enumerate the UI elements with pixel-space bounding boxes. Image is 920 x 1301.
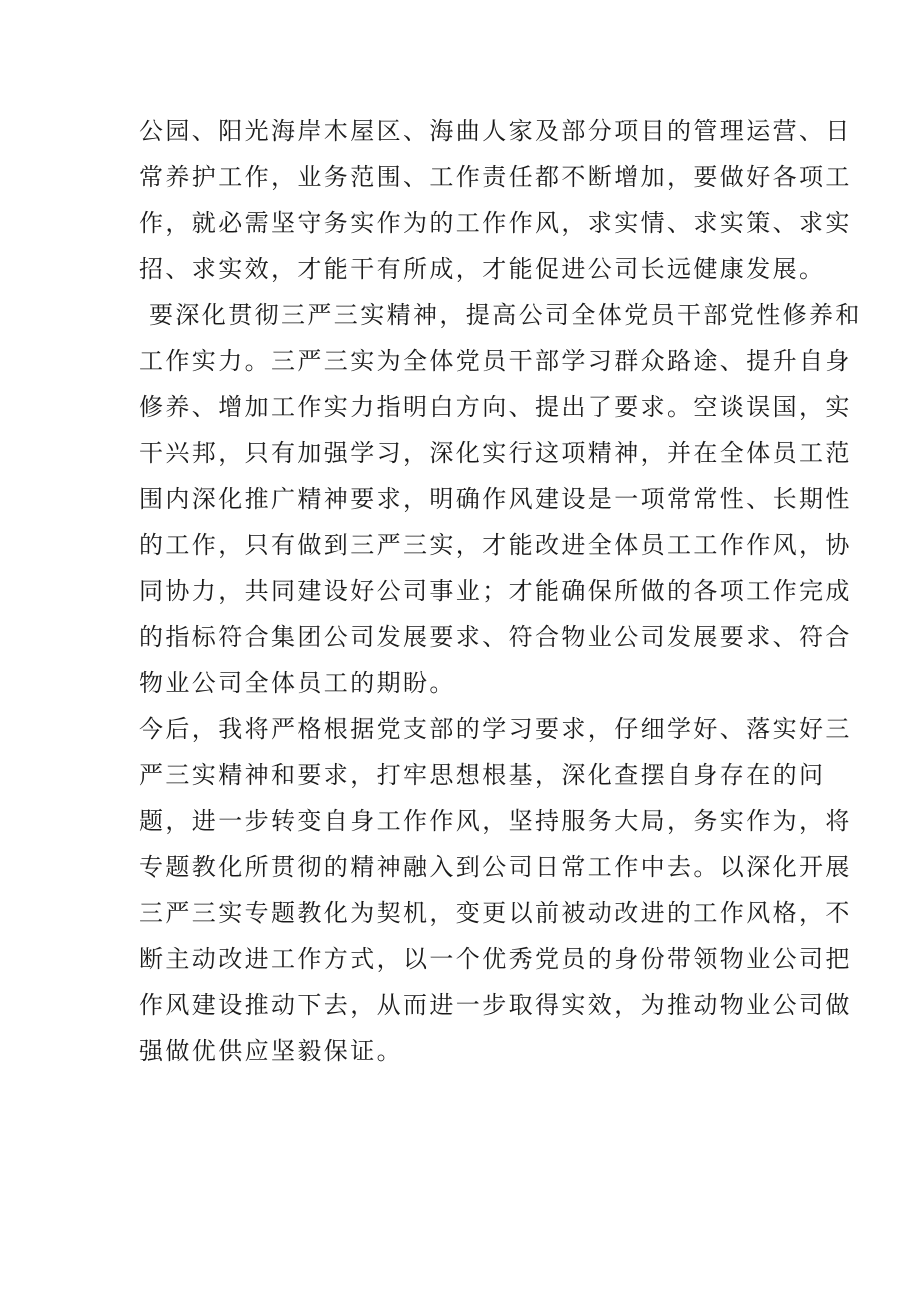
text-line: 围内深化推广精神要求，明确作风建设是一项常常性、长期性	[139, 485, 852, 513]
text-line: 的指标符合集团公司发展要求、符合物业公司发展要求、符合	[139, 623, 852, 651]
text-line: 公园、阳光海岸木屋区、海曲人家及部分项目的管理运营、日	[139, 117, 852, 145]
text-line: 专题教化所贯彻的精神融入到公司日常工作中去。以深化开展	[139, 853, 852, 881]
text-line: 今后，我将严格根据党支部的学习要求，仔细学好、落实好三	[139, 715, 852, 743]
text-line: 要深化贯彻三严三实精神，提高公司全体党员干部党性修养和	[149, 301, 862, 329]
text-line: 作风建设推动下去，从而进一步取得实效，为推动物业公司做	[139, 991, 852, 1019]
text-line: 物业公司全体员工的期盼。	[139, 669, 456, 697]
text-line: 严三实精神和要求，打牢思想根基，深化查摆自身存在的问	[139, 761, 826, 789]
text-line: 干兴邦，只有加强学习，深化实行这项精神，并在全体员工范	[139, 439, 852, 467]
text-line: 常养护工作，业务范围、工作责任都不断增加，要做好各项工	[139, 163, 852, 191]
text-line: 同协力，共同建设好公司事业；才能确保所做的各项工作完成	[139, 577, 852, 605]
text-line: 的工作，只有做到三严三实，才能改进全体员工工作作风，协	[139, 531, 852, 559]
text-line: 断主动改进工作方式，以一个优秀党员的身份带领物业公司把	[139, 945, 852, 973]
text-line: 题，进一步转变自身工作作风，坚持服务大局，务实作为，将	[139, 807, 852, 835]
text-line: 工作实力。三严三实为全体党员干部学习群众路途、提升自身	[139, 347, 852, 375]
text-line: 三严三实专题教化为契机，变更以前被动改进的工作风格，不	[139, 899, 852, 927]
text-line: 强做优供应坚毅保证。	[139, 1037, 403, 1065]
body-text	[139, 108, 862, 1074]
text-line: 修养、增加工作实力指明白方向、提出了要求。空谈误国，实	[139, 393, 852, 421]
text-line: 作，就必需坚守务实作为的工作作风，求实情、求实策、求实	[139, 209, 852, 237]
text-line: 招、求实效，才能干有所成，才能促进公司长远健康发展。	[139, 255, 826, 283]
